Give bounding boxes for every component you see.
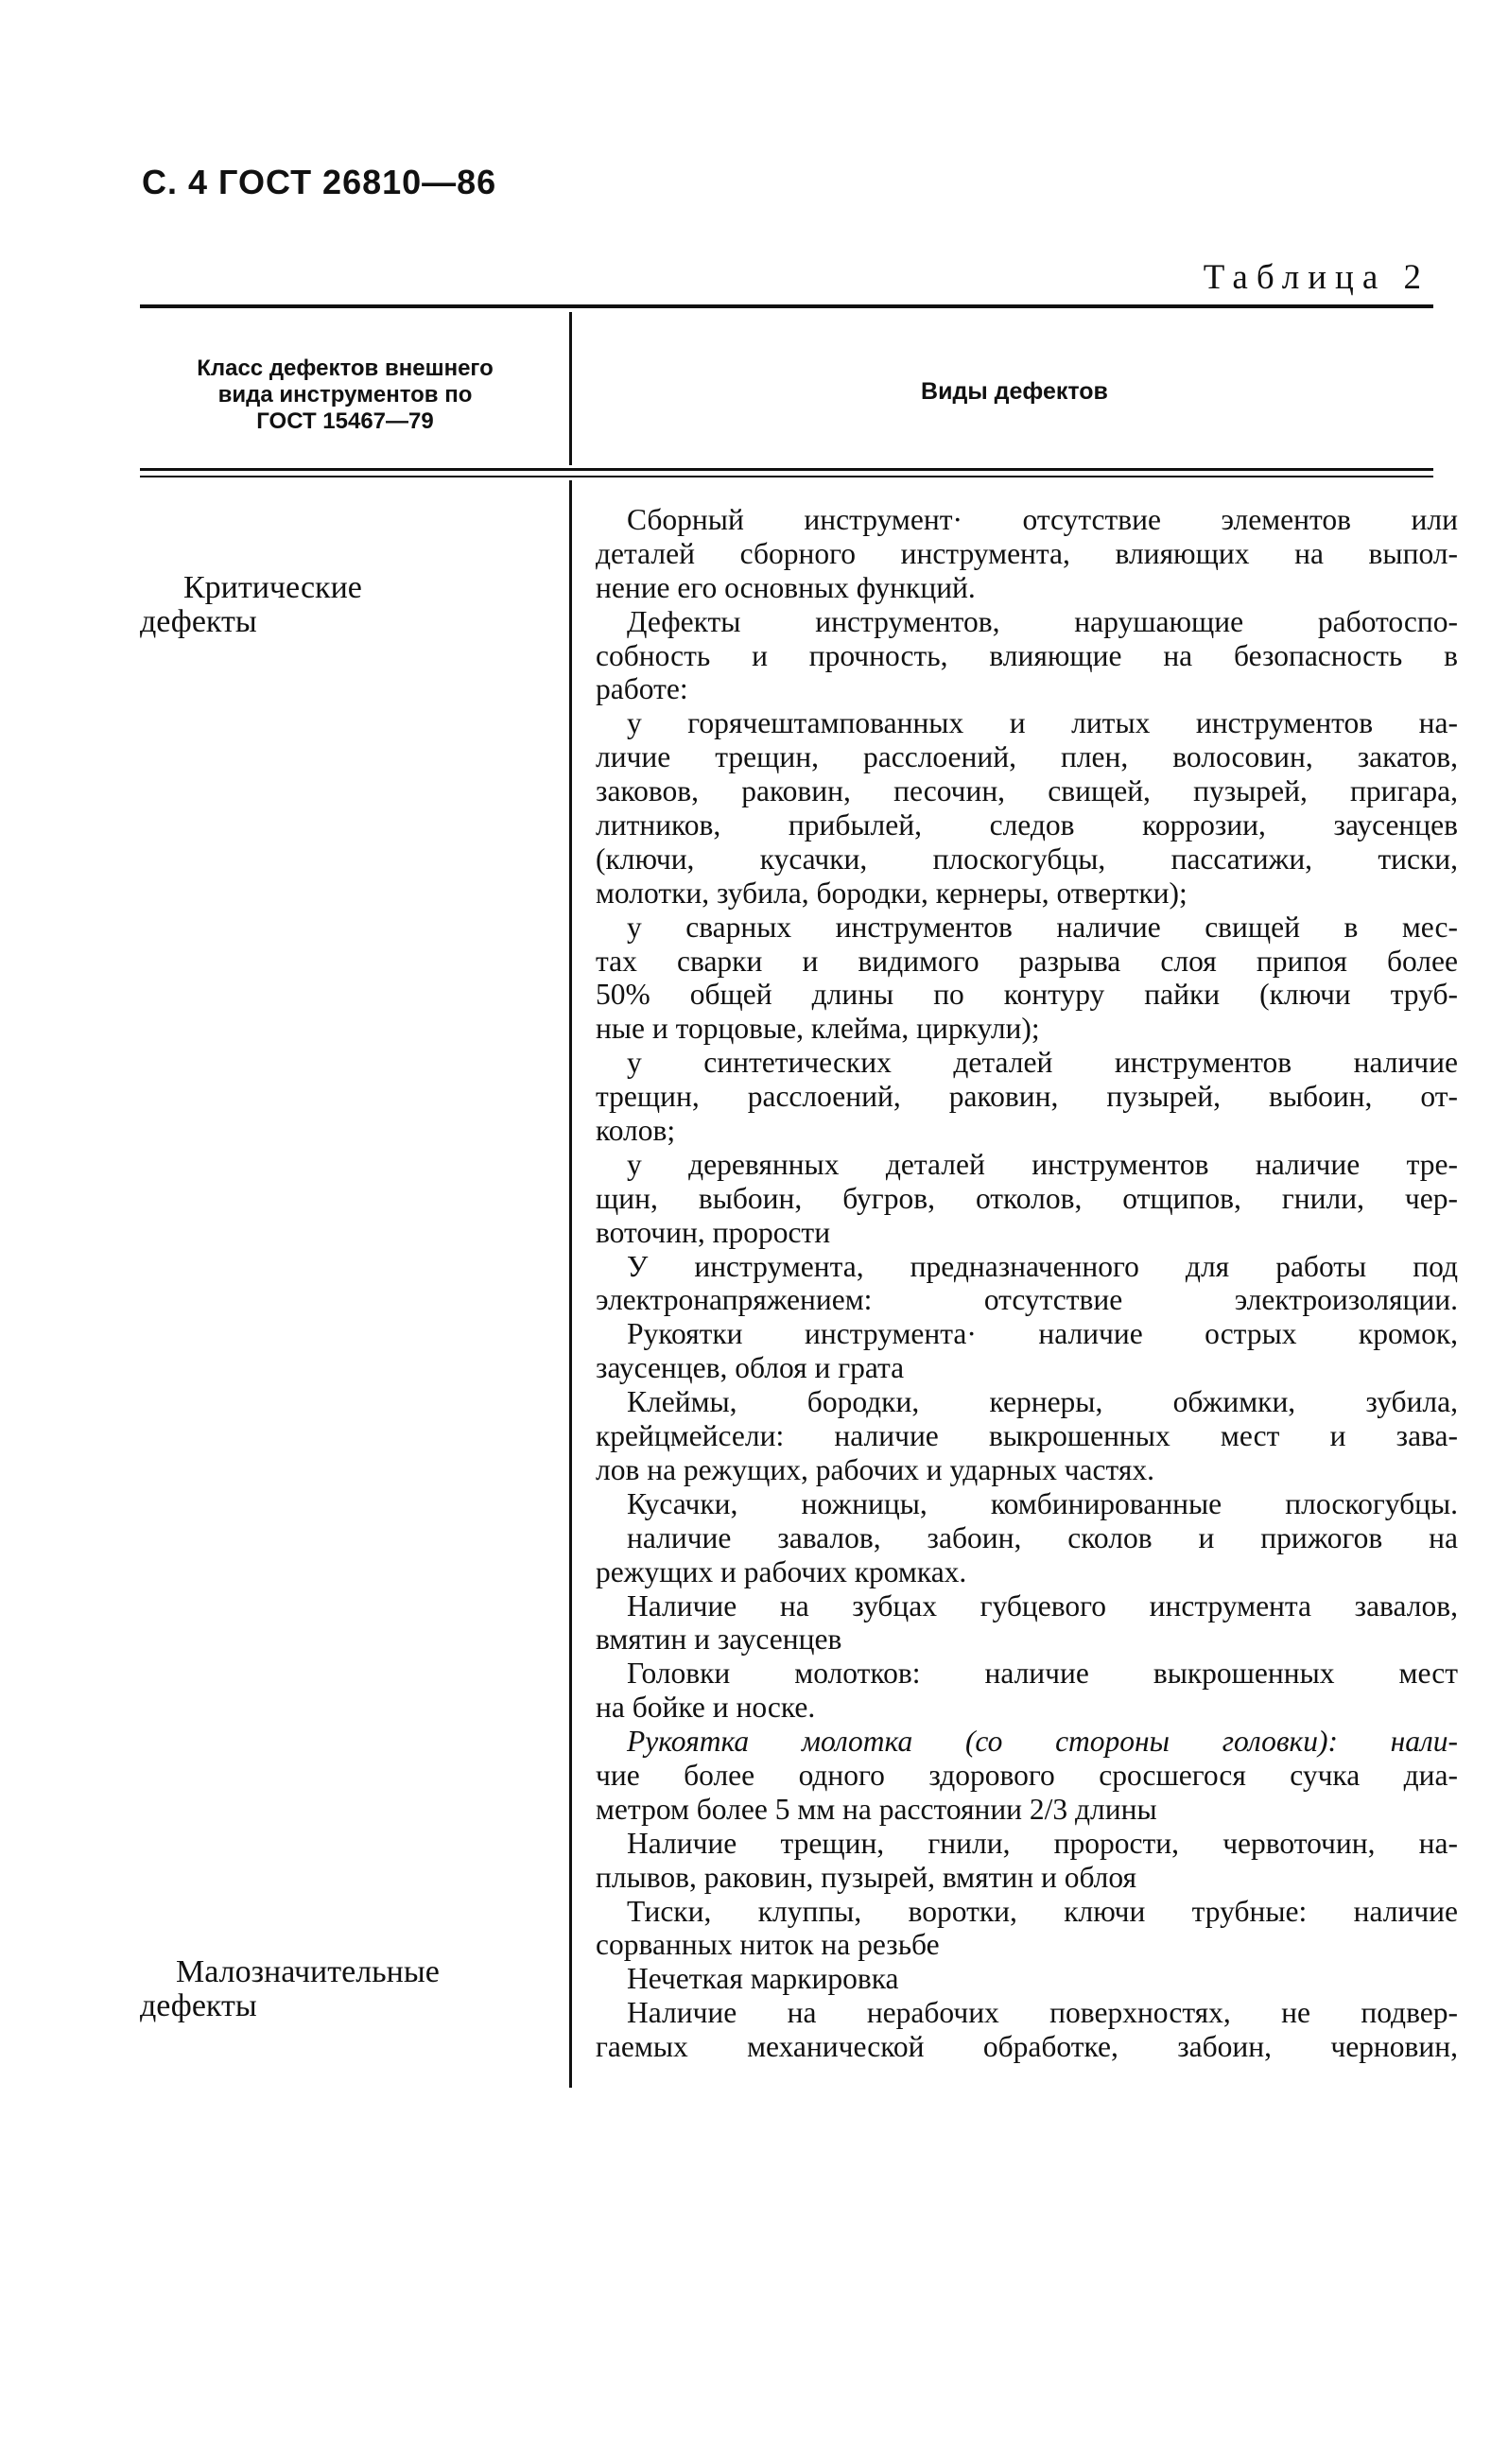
text-line: лов на режущих, рабочих и ударных частях. <box>596 1452 1154 1486</box>
text-line: гаемых механической обработке, забоин, черновин, <box>596 2030 1458 2064</box>
text-line: литников, прибылей, следов коррозии, заусенцев <box>596 808 1458 842</box>
text-line: У инструмента, предназначенного для работы под <box>627 1249 1458 1283</box>
text-line: Кусачки, ножницы, комбинированные плоскогубцы. <box>627 1486 1458 1520</box>
class-minor <box>140 1955 556 2023</box>
text-line: 50% общей длины по контуру пайки (ключи труб- <box>596 978 1458 1012</box>
text-line: у сварных инструментов наличие свищей в мес- <box>627 910 1458 944</box>
table-head-divider <box>569 312 572 465</box>
table-caption: Таблица 2 <box>1203 258 1430 297</box>
text-line: Сборный инструмент· отсутствие элементов или <box>627 503 1458 536</box>
defects-text <box>596 503 1458 2064</box>
text-line: нение его основных функций. <box>596 570 976 604</box>
text-line: щин, выбоин, бугров, отколов, отщипов, гнили, чер- <box>596 1181 1458 1215</box>
text-line: заусенцев, облоя и грата <box>596 1351 905 1385</box>
table-head-rule-second <box>140 476 1433 477</box>
text-line: сорванных ниток на резьбе <box>596 1928 940 1962</box>
text-line: Рукоятки инструмента· наличие острых кромок, <box>627 1317 1458 1351</box>
class-critical <box>140 571 556 639</box>
text-line: Нечеткая маркировка <box>627 1962 899 1996</box>
text-line: Наличие на зубцах губцевого инструмента завалов, <box>627 1588 1458 1622</box>
text-line-italic: Рукоятка молотка (со стороны головки): нали- <box>627 1725 1458 1759</box>
text-line: Наличие на нерабочих поверхностях, не подвер- <box>627 1996 1458 2030</box>
text-line: (ключи, кусачки, плоскогубцы, пассатижи, тиски, <box>596 842 1458 876</box>
text-line: Тиски, клуппы, воротки, ключи трубные: наличие <box>627 1894 1458 1928</box>
text-line: ные и торцовые, клейма, циркули); <box>596 1012 1040 1046</box>
text-line: Наличие трещин, гнили, пророcти, червоточин, на- <box>627 1826 1458 1860</box>
text-line: трещин, расслоений, раковин, пузырей, выбоин, от- <box>596 1080 1458 1114</box>
text-line: колов; <box>596 1114 676 1148</box>
text-line: работе: <box>596 672 688 706</box>
page-header: С. 4 ГОСТ 26810—86 <box>142 163 497 201</box>
text-line: Дефекты инструментов, нарушающие работоспо- <box>627 604 1458 638</box>
text-line: у горячештампованных и литых инструментов на- <box>627 706 1458 740</box>
text-line: метром более 5 мм на расстоянии 2/3 длины <box>596 1792 1157 1826</box>
text-line: режущих и рабочих кромках. <box>596 1554 967 1588</box>
table-head-rule <box>140 468 1433 471</box>
text-line: Клеймы, бородки, кернеры, обжимки, зубила, <box>627 1385 1458 1419</box>
text-line: наличие завалов, забоин, сколов и прижогов на <box>627 1520 1458 1554</box>
table-head-class-line: ГОСТ 15467—79 <box>256 408 434 434</box>
text-line: деталей сборного инструмента, влияющих на выпол- <box>596 536 1458 570</box>
table-head-class-line: Класс дефектов внешнего <box>197 356 494 381</box>
text-line: у деревянных деталей инструментов наличие тре- <box>627 1147 1458 1181</box>
text-line: Головки молотков: наличие выкрошенных мест <box>627 1657 1458 1691</box>
text-line: заковов, раковин, песочин, свищей, пузырей, пригара, <box>596 774 1458 808</box>
text-line: электронапряжением: отсутствие электроизоляции. <box>596 1283 1458 1317</box>
table-body-divider <box>569 480 572 2088</box>
text-line: тах сварки и видимого разрыва слоя припоя более <box>596 944 1458 978</box>
text-line: плывов, раковин, пузырей, вмятин и облоя <box>596 1860 1137 1894</box>
text-line <box>596 1725 1458 1759</box>
class-critical-line1: Критические <box>183 570 362 605</box>
text-line: воточин, пророcти <box>596 1215 831 1249</box>
text-line: вмятин и заусенцев <box>596 1622 842 1657</box>
text-line: у синтетических деталей инструментов наличие <box>627 1046 1458 1080</box>
class-minor-line2: дефекты <box>140 1988 257 2023</box>
table-head-defects-column: Виды дефектов <box>921 378 1108 405</box>
text-line: на бойке и носке. <box>596 1691 816 1725</box>
table-head-class-line: вида инструментов по <box>217 382 473 408</box>
class-minor-line1: Малозначительные <box>176 1954 440 1989</box>
text-line: молотки, зубила, бородки, кернеры, отвертки); <box>596 876 1188 910</box>
table-top-rule <box>140 304 1433 308</box>
text-line: собность и прочность, влияющие на безопасность в <box>596 638 1458 672</box>
class-critical-line2: дефекты <box>140 604 257 639</box>
text-line: крейцмейсели: наличие выкрошенных мест и зава- <box>596 1419 1458 1453</box>
table-head-class-column <box>142 356 548 435</box>
text-line: личие трещин, расслоений, плен, волосовин, закатов, <box>596 740 1458 774</box>
text-line: чие более одного здорового сросшегося сучка диа- <box>596 1758 1458 1792</box>
